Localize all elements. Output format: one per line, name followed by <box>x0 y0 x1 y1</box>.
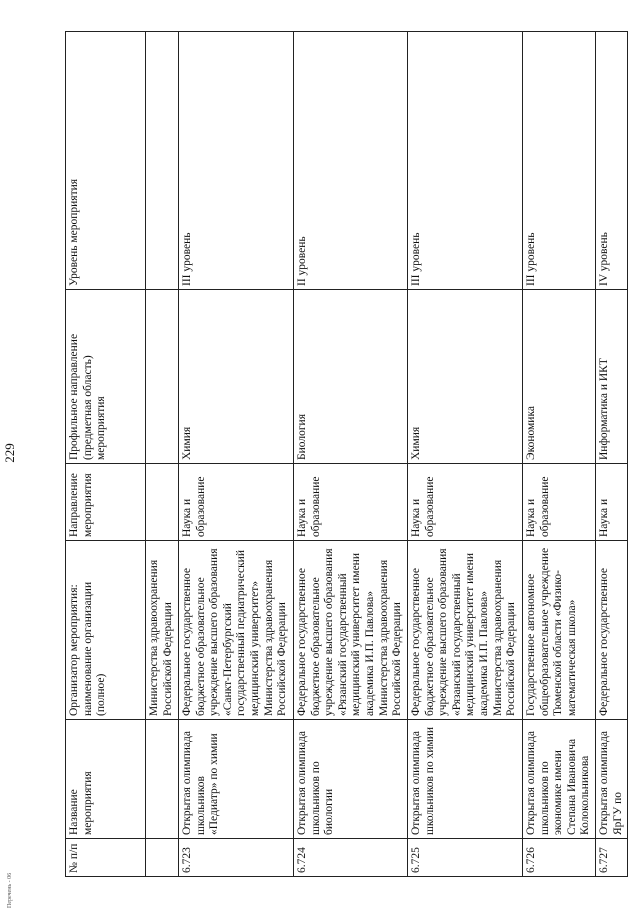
footer-note <box>3 848 17 908</box>
table-row <box>408 32 523 877</box>
cell-profile: Информатика и ИКТ <box>595 290 627 464</box>
cell-level: II уровень <box>294 32 408 290</box>
events-table <box>65 31 628 877</box>
cell-num: 6.725 <box>408 839 523 877</box>
cell-profile: Экономика <box>523 290 596 464</box>
cell-level: III уровень <box>179 32 294 290</box>
header-name: Название мероприятия <box>66 720 146 839</box>
cell-direction: Наука и образование <box>294 464 408 541</box>
cell-num: 6.723 <box>179 839 294 877</box>
cell-num: 6.727 <box>595 839 627 877</box>
rotated-table-container <box>65 32 624 877</box>
header-num: № п/п <box>66 839 146 877</box>
cell-direction: Наука и <box>595 464 627 541</box>
cell-profile: Химия <box>408 290 523 464</box>
table-row <box>595 32 627 877</box>
cell-level: IV уровень <box>595 32 627 290</box>
cell-level: III уровень <box>523 32 596 290</box>
cell-organizer: Государственное автономное общеобразовательное учреждение Тюменской области «Физико-математическая школа» <box>523 541 596 720</box>
cell-name: Открытая олимпиада школьников «Педиатр» по химии <box>179 720 294 839</box>
cell-name: Открытая олимпиада школьников по экономике имени Степана Ивановича Колокольникова <box>523 720 596 839</box>
cell-name: Открытая олимпиада школьников по биологии <box>294 720 408 839</box>
cell-direction: Наука и образование <box>179 464 294 541</box>
header-level: Уровень мероприятия <box>66 32 146 290</box>
cell-level <box>146 32 179 290</box>
cell-organizer: Министерства здравоохранения Российской Федерации <box>146 541 179 720</box>
cell-profile: Химия <box>179 290 294 464</box>
header-profile: Профильное направление (предметная область) мероприятия <box>66 290 146 464</box>
page-number-text: 229 <box>2 443 17 463</box>
cell-num <box>146 839 179 877</box>
table-header-row <box>66 32 146 877</box>
cell-profile: Биология <box>294 290 408 464</box>
cell-num: 6.724 <box>294 839 408 877</box>
cell-direction: Наука и образование <box>408 464 523 541</box>
cell-organizer: Федеральное государственное бюджетное образовательное учреждение высшего образования «Санкт-Петербургский государственный педиатрический медицинский университет» Министерства здравоохранения Российской Федерации <box>179 541 294 720</box>
cell-profile <box>146 290 179 464</box>
cell-name <box>146 720 179 839</box>
cell-level: III уровень <box>408 32 523 290</box>
header-organizer: Организатор мероприятия: наименование организации (полное) <box>66 541 146 720</box>
page-number <box>0 440 20 466</box>
table-row <box>523 32 596 877</box>
document-page <box>65 32 624 877</box>
cell-organizer: Федеральное государственное бюджетное образовательное учреждение высшего образования «Рязанский государственный медицинский университет имени академика И.П. Павлова» Министерства здравоохранения Российской Федерации <box>294 541 408 720</box>
footer-note-text: Перечень - 06 <box>7 872 13 908</box>
cell-direction <box>146 464 179 541</box>
cell-organizer: Федеральное государственное <box>595 541 627 720</box>
cell-name: Открытая олимпиада ЯрГУ по <box>595 720 627 839</box>
header-direction: Направление мероприятия <box>66 464 146 541</box>
table-row <box>146 32 179 877</box>
cell-name: Открытая олимпиада школьников по химии <box>408 720 523 839</box>
table-row <box>179 32 294 877</box>
cell-organizer: Федеральное государственное бюджетное образовательное учреждение высшего образования «Рязанский государственный медицинский университет имени академика И.П. Павлова» Министерства здравоохранения Российской Федерации <box>408 541 523 720</box>
cell-direction: Наука и образование <box>523 464 596 541</box>
cell-num: 6.726 <box>523 839 596 877</box>
table-row <box>294 32 408 877</box>
